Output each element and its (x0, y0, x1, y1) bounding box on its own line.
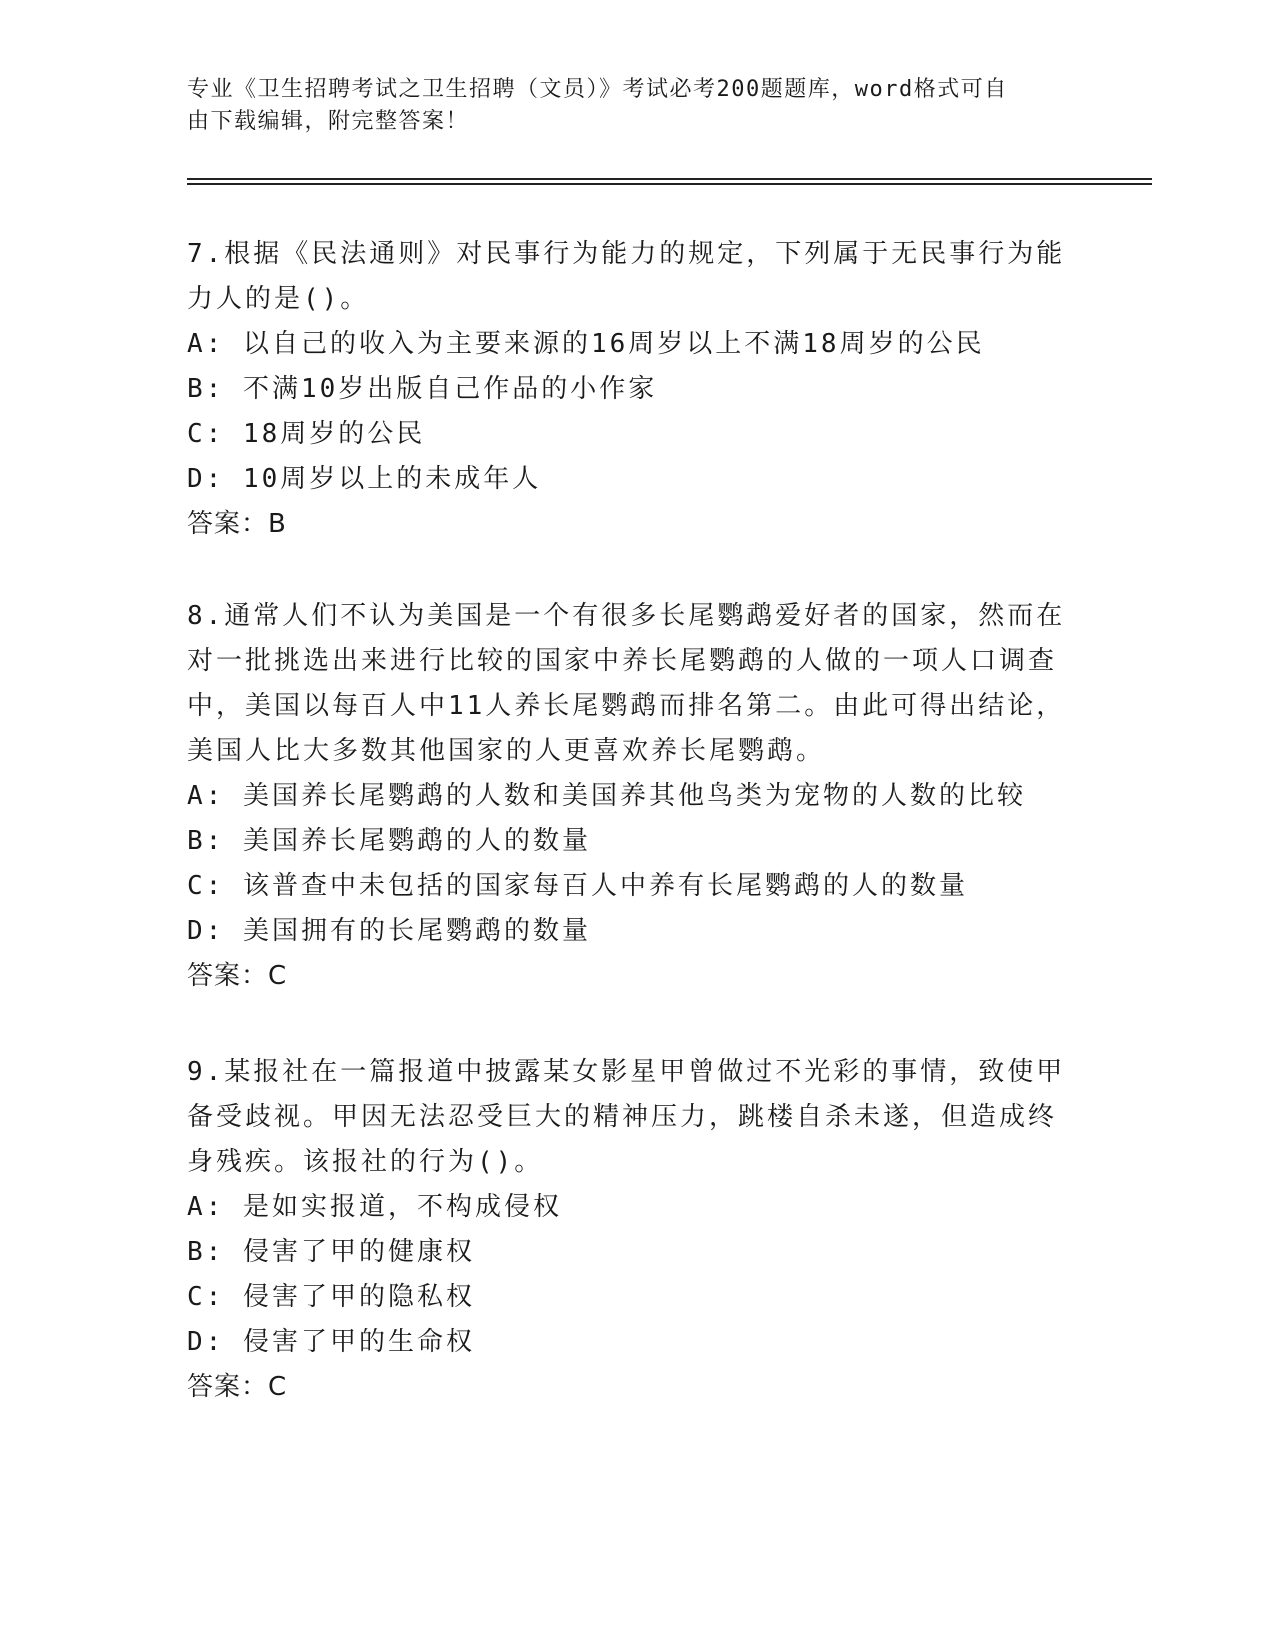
option-d: D: 美国拥有的长尾鹦鹉的数量 (187, 916, 591, 946)
question-stem (187, 594, 1067, 774)
option-b: B: 美国养长尾鹦鹉的人的数量 (187, 826, 591, 856)
answer-line: 答案：C (187, 961, 288, 991)
option-d: D: 10周岁以上的未成年人 (187, 464, 542, 494)
option-d: D: 侵害了甲的生命权 (187, 1327, 475, 1357)
question-7 (187, 232, 1067, 547)
question-8 (187, 594, 1067, 999)
stem-line: 7.根据《民法通则》对民事行为能力的规定，下列属于无民事行为能 (187, 239, 1066, 269)
option-a: A: 美国养长尾鹦鹉的人数和美国养其他鸟类为宠物的人数的比较 (187, 781, 1026, 811)
option-a: A: 是如实报道，不构成侵权 (187, 1192, 562, 1222)
answer-line: 答案：B (187, 509, 287, 539)
question-9 (187, 1050, 1067, 1410)
stem-line: 身残疾。该报社的行为()。 (187, 1147, 544, 1177)
option-b: B: 侵害了甲的健康权 (187, 1237, 475, 1267)
stem-line: 对一批挑选出来进行比较的国家中养长尾鹦鹉的人做的一项人口调查 (187, 646, 1058, 676)
stem-line: 中，美国以每百人中11人养长尾鹦鹉而排名第二。由此可得出结论， (187, 691, 1066, 721)
option-c: C: 侵害了甲的隐私权 (187, 1282, 475, 1312)
stem-line: 备受歧视。甲因无法忍受巨大的精神压力，跳楼自杀未遂，但造成终 (187, 1102, 1058, 1132)
option-c: C: 18周岁的公民 (187, 419, 426, 449)
stem-line: 力人的是()。 (187, 284, 370, 314)
header-line-2: 由下载编辑，附完整答案！ (187, 109, 470, 134)
document-header (187, 74, 1067, 138)
option-b: B: 不满10岁出版自己作品的小作家 (187, 374, 658, 404)
question-stem (187, 1050, 1067, 1185)
header-divider-bottom (187, 183, 1152, 185)
answer-line: 答案：C (187, 1372, 288, 1402)
header-divider-top (187, 178, 1152, 180)
option-c: C: 该普查中未包括的国家每百人中养有长尾鹦鹉的人的数量 (187, 871, 968, 901)
option-a: A: 以自己的收入为主要来源的16周岁以上不满18周岁的公民 (187, 329, 985, 359)
stem-line: 9.某报社在一篇报道中披露某女影星甲曾做过不光彩的事情，致使甲 (187, 1057, 1066, 1087)
question-stem (187, 232, 1067, 322)
stem-line: 美国人比大多数其他国家的人更喜欢养长尾鹦鹉。 (187, 736, 826, 766)
header-line-1: 专业《卫生招聘考试之卫生招聘（文员）》考试必考200题题库，word格式可自 (187, 77, 1008, 102)
stem-line: 8.通常人们不认为美国是一个有很多长尾鹦鹉爱好者的国家，然而在 (187, 601, 1066, 631)
